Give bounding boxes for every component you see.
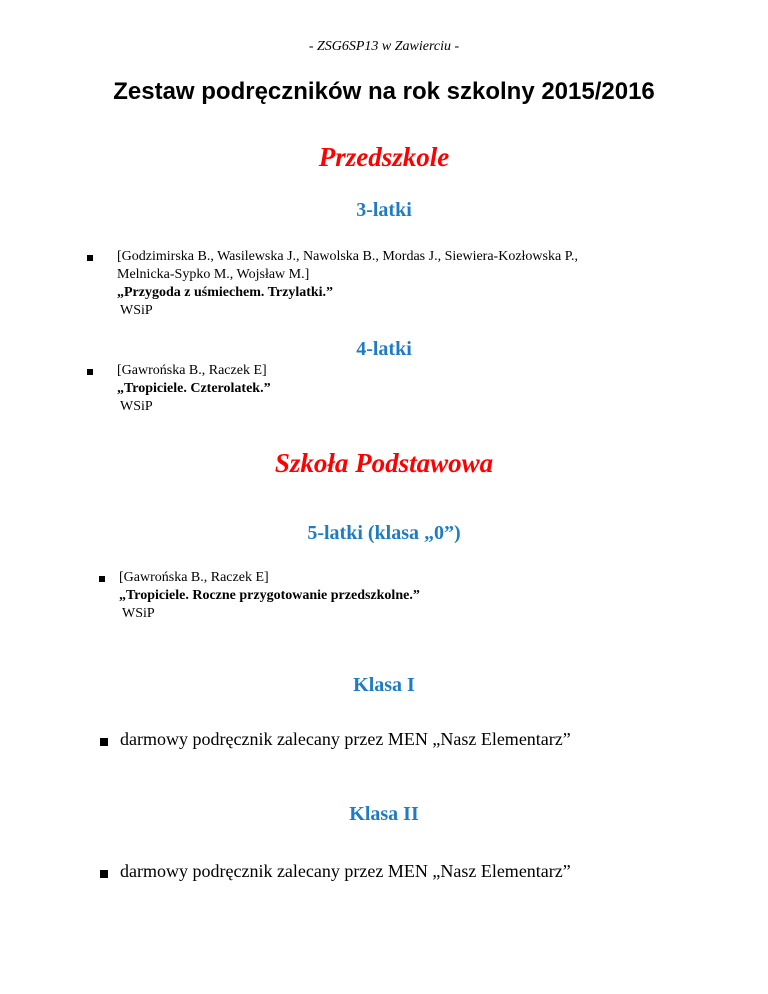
book-entry-4-latki [117,362,271,416]
bullet-square-icon [99,576,105,582]
bullet-square-icon [87,255,93,261]
book-title: „Przygoda z uśmiechem. Trzylatki.” [117,285,334,300]
document-title: Zestaw podręczników na rok szkolny 2015/2016 [113,78,655,105]
book-title: „Tropiciele. Roczne przygotowanie przedszkolne.” [119,588,420,603]
book-title: „Tropiciele. Czterolatek.” [117,381,271,396]
publisher: WSiP [120,399,153,414]
bullet-square-icon [100,738,108,746]
publisher: WSiP [120,303,153,318]
list-item-klasa-i: darmowy podręcznik zalecany przez MEN „Nasz Elementarz” [120,729,571,749]
bullet-square-icon [87,369,93,375]
section-title-przedszkole: Przedszkole [318,142,450,172]
book-entry-5-latki [119,569,420,623]
subsection-title-klasa-i: Klasa I [353,674,415,696]
subsection-title-5-latki: 5-latki (klasa „0”) [307,522,461,544]
subsection-title-4-latki: 4-latki [356,338,412,360]
subsection-title-klasa-ii: Klasa II [349,803,419,825]
authors-line: [Godzimirska B., Wasilewska J., Nawolska B., Mordas J., Siewiera-Kozłowska P., [117,249,578,264]
authors-line: [Gawrońska B., Raczek E] [117,363,267,378]
book-entry-3-latki [117,248,578,320]
authors-line: Melnicka-Sypko M., Wojsław M.] [117,267,310,282]
authors-line: [Gawrońska B., Raczek E] [119,570,269,585]
page-header: - ZSG6SP13 w Zawierciu - [308,39,460,54]
publisher: WSiP [122,606,155,621]
list-item-klasa-ii: darmowy podręcznik zalecany przez MEN „Nasz Elementarz” [120,861,571,881]
section-title-szkola-podstawowa: Szkoła Podstawowa [274,448,494,478]
bullet-square-icon [100,870,108,878]
subsection-title-3-latki: 3-latki [356,199,412,221]
